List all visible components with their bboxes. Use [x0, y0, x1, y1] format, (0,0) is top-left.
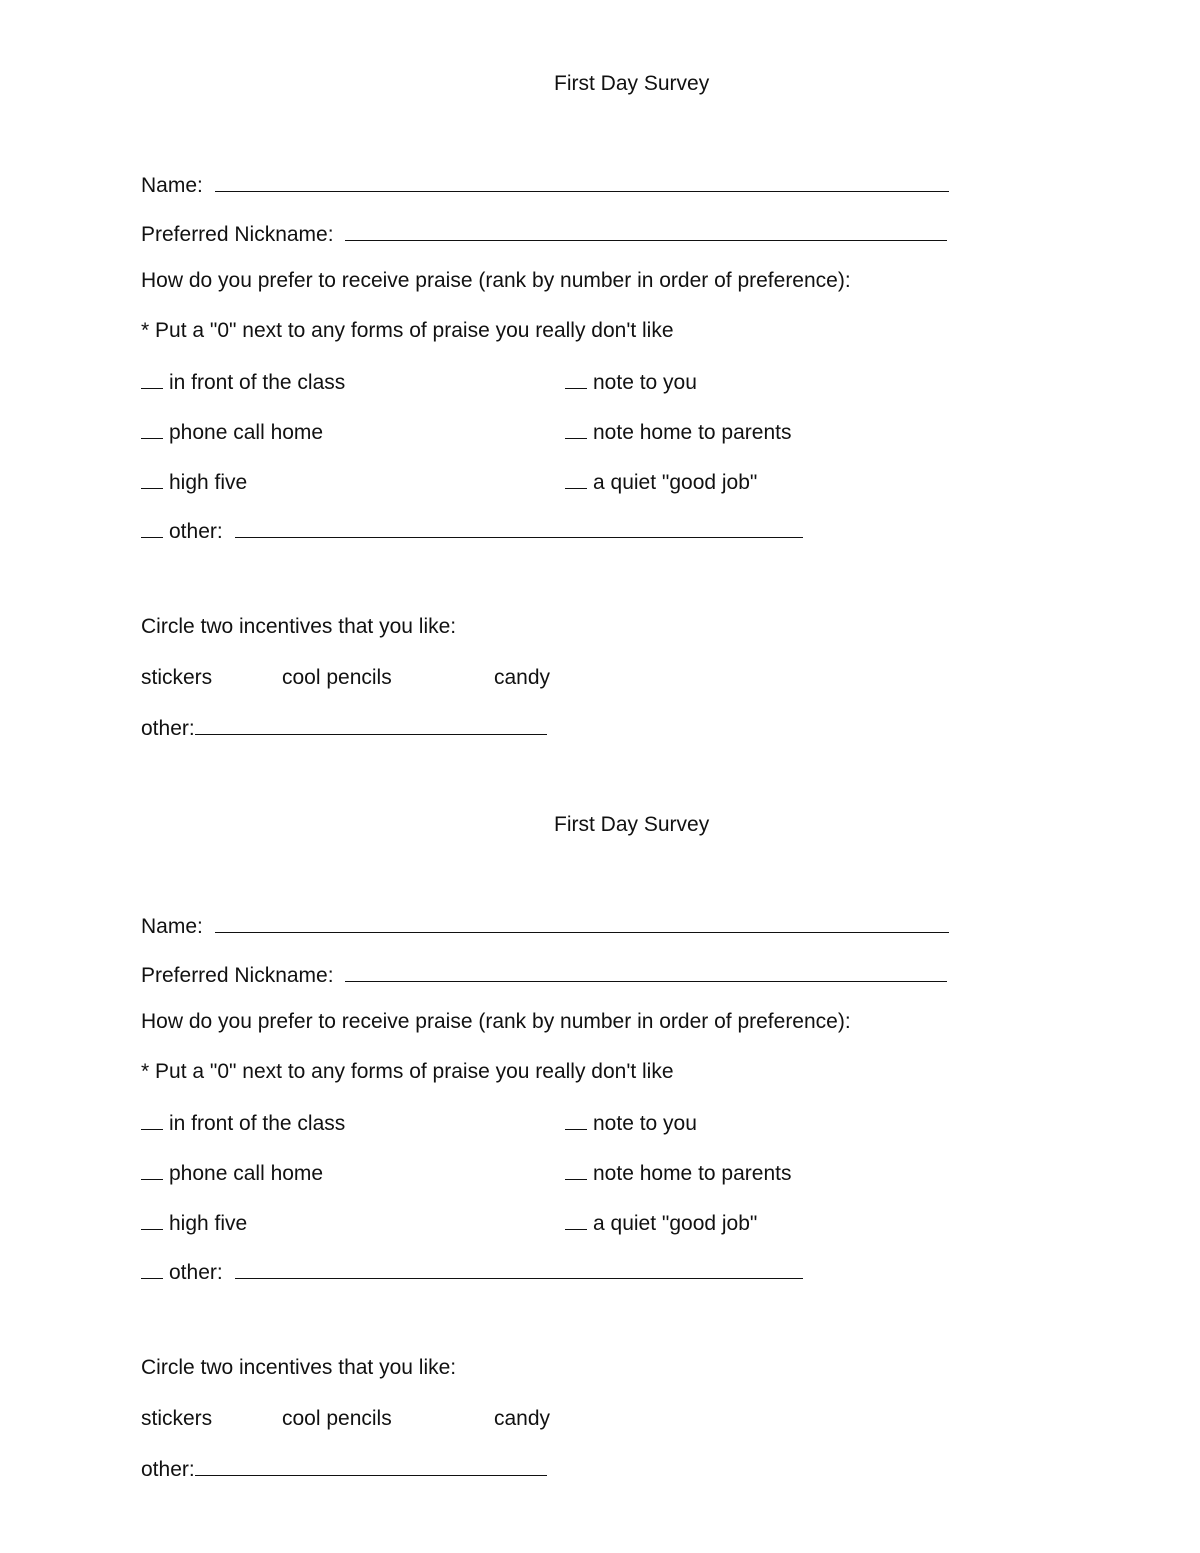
praise-option [565, 1209, 757, 1236]
other-blank[interactable] [235, 1258, 803, 1279]
praise-option-label: note home to parents [593, 421, 792, 444]
incentive-other-row [141, 714, 547, 741]
rank-blank[interactable] [565, 468, 587, 489]
praise-option-label: note to you [593, 371, 697, 394]
survey-form [0, 0, 1200, 740]
praise-question: How do you prefer to receive praise (rank by number in order of preference): [141, 269, 851, 292]
rank-blank[interactable] [141, 1109, 163, 1130]
incentives-question: Circle two incentives that you like: [141, 615, 457, 638]
praise-option-label: note to you [593, 1112, 697, 1135]
incentive-option[interactable]: cool pencils [282, 1407, 392, 1430]
praise-option-label: a quiet "good job" [593, 1212, 758, 1235]
nickname-blank[interactable] [345, 220, 947, 241]
incentive-option[interactable]: candy [494, 1407, 551, 1430]
praise-option-label: high five [169, 471, 248, 494]
nickname-field-row [141, 961, 947, 988]
rank-blank[interactable] [141, 1258, 163, 1279]
name-field-row [141, 171, 949, 198]
praise-option-label: a quiet "good job" [593, 471, 758, 494]
incentive-other-blank[interactable] [195, 1455, 547, 1476]
rank-blank[interactable] [141, 418, 163, 439]
rank-blank[interactable] [565, 1209, 587, 1230]
incentive-other-row [141, 1455, 547, 1482]
praise-option-label: phone call home [169, 421, 324, 444]
incentive-other-label: other: [141, 1458, 195, 1481]
name-blank[interactable] [215, 912, 949, 933]
praise-question: How do you prefer to receive praise (rank by number in order of preference): [141, 1010, 851, 1033]
incentive-option[interactable]: candy [494, 666, 551, 689]
praise-option [141, 418, 323, 445]
praise-option-label: in front of the class [169, 371, 346, 394]
praise-option [565, 468, 757, 495]
rank-blank[interactable] [565, 368, 587, 389]
praise-option-other [141, 517, 803, 544]
survey-form [0, 741, 1200, 1481]
praise-option [141, 468, 247, 495]
praise-option [141, 1209, 247, 1236]
praise-option-other [141, 1258, 803, 1285]
name-label: Name: [141, 174, 203, 197]
rank-blank[interactable] [141, 517, 163, 538]
nickname-field-row [141, 220, 947, 247]
name-blank[interactable] [215, 171, 949, 192]
praise-note: * Put a "0" next to any forms of praise you really don't like [141, 1060, 674, 1083]
nickname-label: Preferred Nickname: [141, 223, 334, 246]
praise-option-label: phone call home [169, 1162, 324, 1185]
praise-option-label: in front of the class [169, 1112, 346, 1135]
rank-blank[interactable] [141, 368, 163, 389]
praise-option [141, 368, 345, 395]
incentive-option[interactable]: stickers [141, 666, 213, 689]
rank-blank[interactable] [565, 1159, 587, 1180]
praise-option-label: high five [169, 1212, 248, 1235]
incentive-option[interactable]: cool pencils [282, 666, 392, 689]
nickname-blank[interactable] [345, 961, 947, 982]
other-label: other: [169, 520, 223, 543]
praise-option [141, 1159, 323, 1186]
incentives-question: Circle two incentives that you like: [141, 1356, 457, 1379]
praise-option [565, 1109, 697, 1136]
praise-option [565, 368, 697, 395]
other-label: other: [169, 1261, 223, 1284]
nickname-label: Preferred Nickname: [141, 964, 334, 987]
survey-title: First Day Survey [554, 72, 710, 95]
rank-blank[interactable] [141, 468, 163, 489]
rank-blank[interactable] [565, 1109, 587, 1130]
incentive-option[interactable]: stickers [141, 1407, 213, 1430]
rank-blank[interactable] [141, 1159, 163, 1180]
praise-option-label: note home to parents [593, 1162, 792, 1185]
incentive-other-blank[interactable] [195, 714, 547, 735]
name-field-row [141, 912, 949, 939]
praise-option [565, 1159, 791, 1186]
incentive-other-label: other: [141, 717, 195, 740]
praise-option [141, 1109, 345, 1136]
other-blank[interactable] [235, 517, 803, 538]
survey-title: First Day Survey [554, 813, 710, 836]
praise-note: * Put a "0" next to any forms of praise you really don't like [141, 319, 674, 342]
rank-blank[interactable] [141, 1209, 163, 1230]
name-label: Name: [141, 915, 203, 938]
praise-option [565, 418, 791, 445]
rank-blank[interactable] [565, 418, 587, 439]
